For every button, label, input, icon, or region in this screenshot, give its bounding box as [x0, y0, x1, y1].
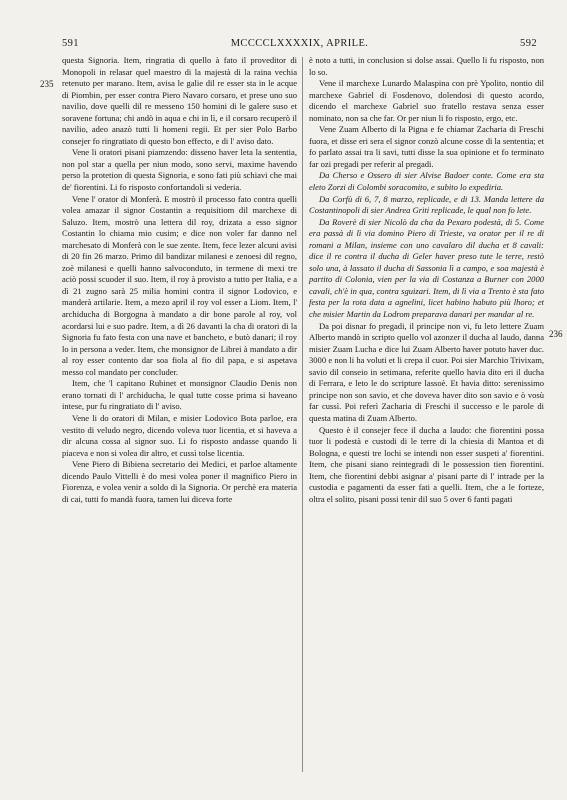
paragraph: Da poi disnar fo pregadi, il principe non vi, fu leto lettere Zuam Alberto mandò in scripto quello vol azonzer il ducha al laudo, danna misier Zuam Lucha e dice lui Zuam Alberto haver potuto haver duc. 3000 e non li ha voluti et li crepa il cuor. Poi sier Marchio Trivixam, savio dil conseio in setimana, referite quello havia dito eri il ducha di Ferrara, e leto le do scripture lassoè. Et havia ditto: serenissimo principe non son savio, et che doveva haver dito son savio e ò vosù far cussì. Poi referì Zacharia di Freschi il successo e le parole di questa matina di Zuam Alberto.: [309, 320, 544, 423]
column-divider: [302, 57, 303, 772]
paragraph: Questo è il consejer fece il ducha a laudo: che fiorentini possa tuor li podestà e custodi di le terre di la chiesia di Mantoa et di Bologna, e questi tre lochi se intendi non esser suspeti a' fiorentini. Item, che pisani siano reintegradi di le possession tien fiorentini. Item, che fiorentini debbi asignar a' pisani parte di l' intrade per la custodia e pagamenti da esser fati a quelli. Item, che a le forteze, oltra el solito, pisani possi tenir dil suo 5 over 6 fanti pagati: [309, 424, 544, 504]
running-header: [62, 38, 537, 49]
margin-number-left: 235: [40, 79, 54, 89]
dateline-paragraph: Da Roverè di sier Nicolò da cha da Pexaro podestà, di 5. Come era passà di lì via domino Piero di Trieste, va orator per il re di romani a Milan, insieme con uno cavalaro dil ducha et 8 cavali: dice il re contra il ducha di Geler haver preso tute le terre, restò solo una, à lassato il ducha di Sassonia lì a campo, e soa majestà è partito di Colonia, vien per la via di Costanza a Burner con 2000 cavali, ch'è in qua, contra sguizari. Item, di lì via a Trento è sta fato festa per la rota data a agnelini, licet habino habuto più lhoro; et che misier Martin da Lodrom preparava danari per mandar al re.: [309, 216, 544, 320]
dateline-paragraph: Da Corfù di 6, 7, 8 marzo, replicade, e di 13. Manda lettere da Costantinopoli di sier Andrea Griti replicade, le qual non fo lete.: [309, 193, 544, 216]
page-number-left: 591: [62, 38, 79, 49]
dateline-paragraph: Da Cherso e Ossero di sier Alvise Badoer conte. Come era sta eleto Zorzi di Colombi soracomito, e subito lo expediria.: [309, 170, 544, 193]
paragraph: Vene il marchexe Lunardo Malaspina con prè Ypolito, nontio dil marchexe Gabriel di Fosdenovo, dolendosi di questo acordo, dicendo el marchexe Gabriel suo fratello restava senza esser nominato, non sa che far. Or per niun li fo risposto, ergo, etc.: [309, 78, 544, 123]
paragraph: questa Signoria. Item, ringratia di quello à fato il proveditor di Monopoli in relasar quel maestro di la majestà di la raina vechia retenuto per marano. Item, avisa le galie dil re esser sta in le acque di Piombin, per esser contra Piero Navaro corsaro, et prese uno suo navilio, dove quelli dil re messeno 150 homini di le galere suso et soravene fortuna; chi andò in aqua e chi in lì, e il corsaro recuperò il navilio, adeo anazò tutti li homeni regii. Et per sier Polo Barbo consejer fo ringratiato di questo bon effecto, e di l' aviso dato.: [62, 55, 297, 146]
paragraph: è noto a tutti, in conclusion si dolse assai. Quello li fu risposto, non lo so.: [309, 55, 544, 77]
left-column: [62, 55, 297, 505]
margin-number-right: 236: [549, 329, 563, 339]
paragraph: Vene Piero di Bibiena secretario dei Medici, et parloe altamente dicendo Paulo Vittelli è do mesi volea poner il magnifico Piero in Fiorenza, e volea venir a soldo di la Signoria. Or perchè era materia di cai, tutti fo mandà fuora, tamen lui diceva forte: [62, 459, 297, 504]
paragraph: Item, che 'l capitano Rubinet et monsignor Claudio Denis non erano tornati di l' archiducha, le qual tutte cosse prima si haveano intese, pur fu ringratiato di l' aviso.: [62, 378, 297, 412]
paragraph: Vene li do oratori di Milan, e misier Lodovico Bota parloe, era vestito di veludo negro, dicendo voleva tuor licentia, et si haveva a dir alcuna cossa al signor suo. Li fo risposto andasse quando li piaceva e non si volea dir altro, et cussì tolse licentia.: [62, 412, 297, 458]
paragraph: Vene l' orator di Monferà. E mostrò il processo fato contra quelli volea amazar il signor Costantin a requisitiom dil marchexe di Saluzo. Item, mostrò una lettera dil roy, drizata a esso signor Costantin lo chiama mio cusim; e dice non voler far danno nel marchesato di Monferà con le sue zente. Item, fece lezer alcuni avisi di 20 fin 26 marzo. Primo dil bandizar milanesi e zenoesi dil regno, zoè milanesi e quelli hanno salvoconduto, in termene di mexi tre aciò possi scuoder il suo. Item, il roy à provisto a tutto per Italia, e a dì 21 zugno sarà 25 milia homini contra il signor Lodovico, e manderà artilarie. Item, a mezo april il roy vol esser a Liom. Item, l' archiducha di Borgogna à mandato a dir bone parole al roy, vol acordarsi lui e suo padre. Item, a dì 26 davanti la cha di oratori di la Signoria fu fato festa con una nave et bancheto, e butò danari; il roy lo in persona a veder. Item, che monsignor de Librei à mandato a dir al roy esser contento dar soa fiola al fio dil papa, e si aspetava messo col mandato per concluder.: [62, 193, 297, 377]
right-column: [309, 55, 544, 505]
running-title: MCCCCLXXXXIX, APRILE.: [230, 38, 369, 49]
page-number-right: 592: [520, 38, 537, 49]
paragraph: Vene Zuam Alberto di la Pigna e fe chiamar Zacharia di Freschi fuora, et disse eri sera el signor conzò alcune cosse di la sententia; et fo parlato assai tra li savi, tutti disse la sua opinione et fo terminato far ozi pregadi per referir al pregadi.: [309, 124, 544, 169]
paragraph: Vene li oratori pisani piamzendo: disseno haver leta la sententia, non pol star a quella per niun modo, sono servi, maxime havendo perso la protetion di questa Signoria, e sono fati più schiavi che mai de' fiorentini. Li fo risposto confortandoli si vederia.: [62, 147, 297, 193]
